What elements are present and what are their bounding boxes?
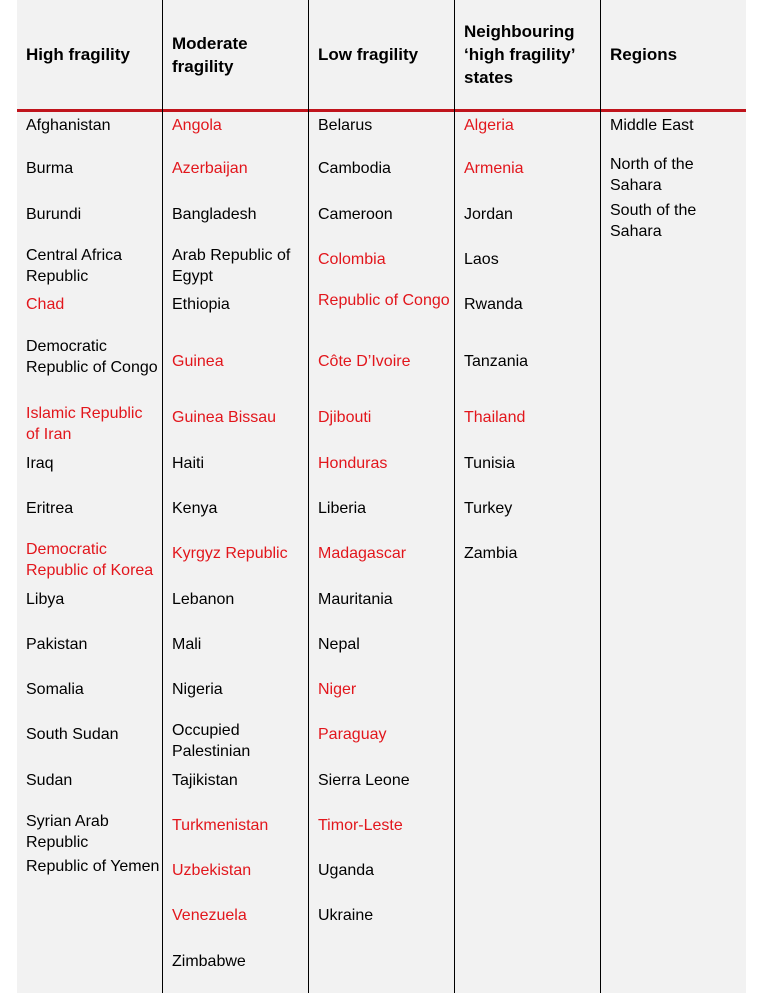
table-cell: Belarus xyxy=(318,117,373,134)
table-cell: Afghanistan xyxy=(26,117,111,134)
table-cell: Chad xyxy=(26,296,65,313)
table-cell: Central Africa Republic xyxy=(26,247,123,285)
table-cell: Tanzania xyxy=(464,353,529,370)
table-cell: Liberia xyxy=(318,500,367,517)
table-cell: Somalia xyxy=(26,681,84,698)
table-cell: Republic of Congo xyxy=(318,292,450,309)
fragility-table xyxy=(17,0,746,993)
table-cell: Uzbekistan xyxy=(172,862,252,879)
table-cell: Guinea xyxy=(172,353,224,370)
table-cell: Jordan xyxy=(464,206,513,223)
column-neighbouring-states xyxy=(455,0,601,993)
table-cell: Kenya xyxy=(172,500,218,517)
table-cell: Tunisia xyxy=(464,455,515,472)
table-cell: Pakistan xyxy=(26,636,88,653)
column-moderate-fragility xyxy=(163,0,309,993)
table-cell: Algeria xyxy=(464,117,514,134)
table-cell: Democratic Republic of Korea xyxy=(26,541,154,579)
table-cell: Armenia xyxy=(464,160,524,177)
table-cell: Mali xyxy=(172,636,202,653)
column-high-fragility xyxy=(17,0,163,993)
table-cell: Eritrea xyxy=(26,500,74,517)
column-header: Moderate fragility xyxy=(172,33,248,76)
table-cell: Honduras xyxy=(318,455,388,472)
table-cell: Occupied Palestinian xyxy=(172,722,251,760)
table-cell: Djibouti xyxy=(318,409,372,426)
table-cell: Azerbaijan xyxy=(172,160,248,177)
table-cell: Zambia xyxy=(464,545,518,562)
table-cell: Nepal xyxy=(318,636,360,653)
table-cell: Turkmenistan xyxy=(172,817,269,834)
column-header: Regions xyxy=(610,45,678,64)
table-cell: Sierra Leone xyxy=(318,772,410,789)
table-cell: Ethiopia xyxy=(172,296,230,313)
table-cell: Bangladesh xyxy=(172,206,257,223)
table-cell: Zimbabwe xyxy=(172,953,246,970)
table-cell: Thailand xyxy=(464,409,526,426)
column-header: Low fragility xyxy=(318,45,419,64)
table-cell: Côte D’Ivoire xyxy=(318,353,411,370)
table-cell: Democratic Republic of Congo xyxy=(26,338,158,376)
table-cell: Guinea Bissau xyxy=(172,409,277,426)
table-cell: Mauritania xyxy=(318,591,393,608)
table-cell: Niger xyxy=(318,681,357,698)
table-cell: Syrian Arab Republic xyxy=(26,813,109,851)
column-regions xyxy=(601,0,747,993)
table-cell: Madagascar xyxy=(318,545,407,562)
table-cell: Haiti xyxy=(172,455,205,472)
table-cell: Colombia xyxy=(318,251,386,268)
table-cell: Burundi xyxy=(26,206,82,223)
table-cell: North of the Sahara xyxy=(610,156,694,194)
table-cell: Rwanda xyxy=(464,296,523,313)
table-cell: Arab Republic of Egypt xyxy=(172,247,291,285)
table-cell: South of the Sahara xyxy=(610,202,697,240)
table-cell: Paraguay xyxy=(318,726,387,743)
table-cell: Venezuela xyxy=(172,907,247,924)
table-cell: Turkey xyxy=(464,500,513,517)
table-cell: Angola xyxy=(172,117,222,134)
table-cell: Cameroon xyxy=(318,206,393,223)
table-cell: Timor-Leste xyxy=(318,817,403,834)
table-cell: Nigeria xyxy=(172,681,223,698)
table-cell: Kyrgyz Republic xyxy=(172,545,288,562)
column-low-fragility xyxy=(309,0,455,993)
table-cell: Republic of Yemen xyxy=(26,858,160,875)
column-header: Neighbouring ‘high fragility’ states xyxy=(464,22,575,87)
table-cell: Lebanon xyxy=(172,591,235,608)
table-cell: Tajikistan xyxy=(172,772,238,789)
table-cell: Sudan xyxy=(26,772,73,789)
table-cell: Iraq xyxy=(26,455,54,472)
column-header: High fragility xyxy=(26,45,130,64)
table-cell: Islamic Republic of Iran xyxy=(26,405,143,443)
table-cell: South Sudan xyxy=(26,726,119,743)
table-cell: Burma xyxy=(26,160,74,177)
table-cell: Laos xyxy=(464,251,499,268)
table-cell: Middle East xyxy=(610,117,694,134)
table-cell: Uganda xyxy=(318,862,375,879)
table-cell: Libya xyxy=(26,591,65,608)
table-cell: Ukraine xyxy=(318,907,374,924)
table-cell: Cambodia xyxy=(318,160,391,177)
